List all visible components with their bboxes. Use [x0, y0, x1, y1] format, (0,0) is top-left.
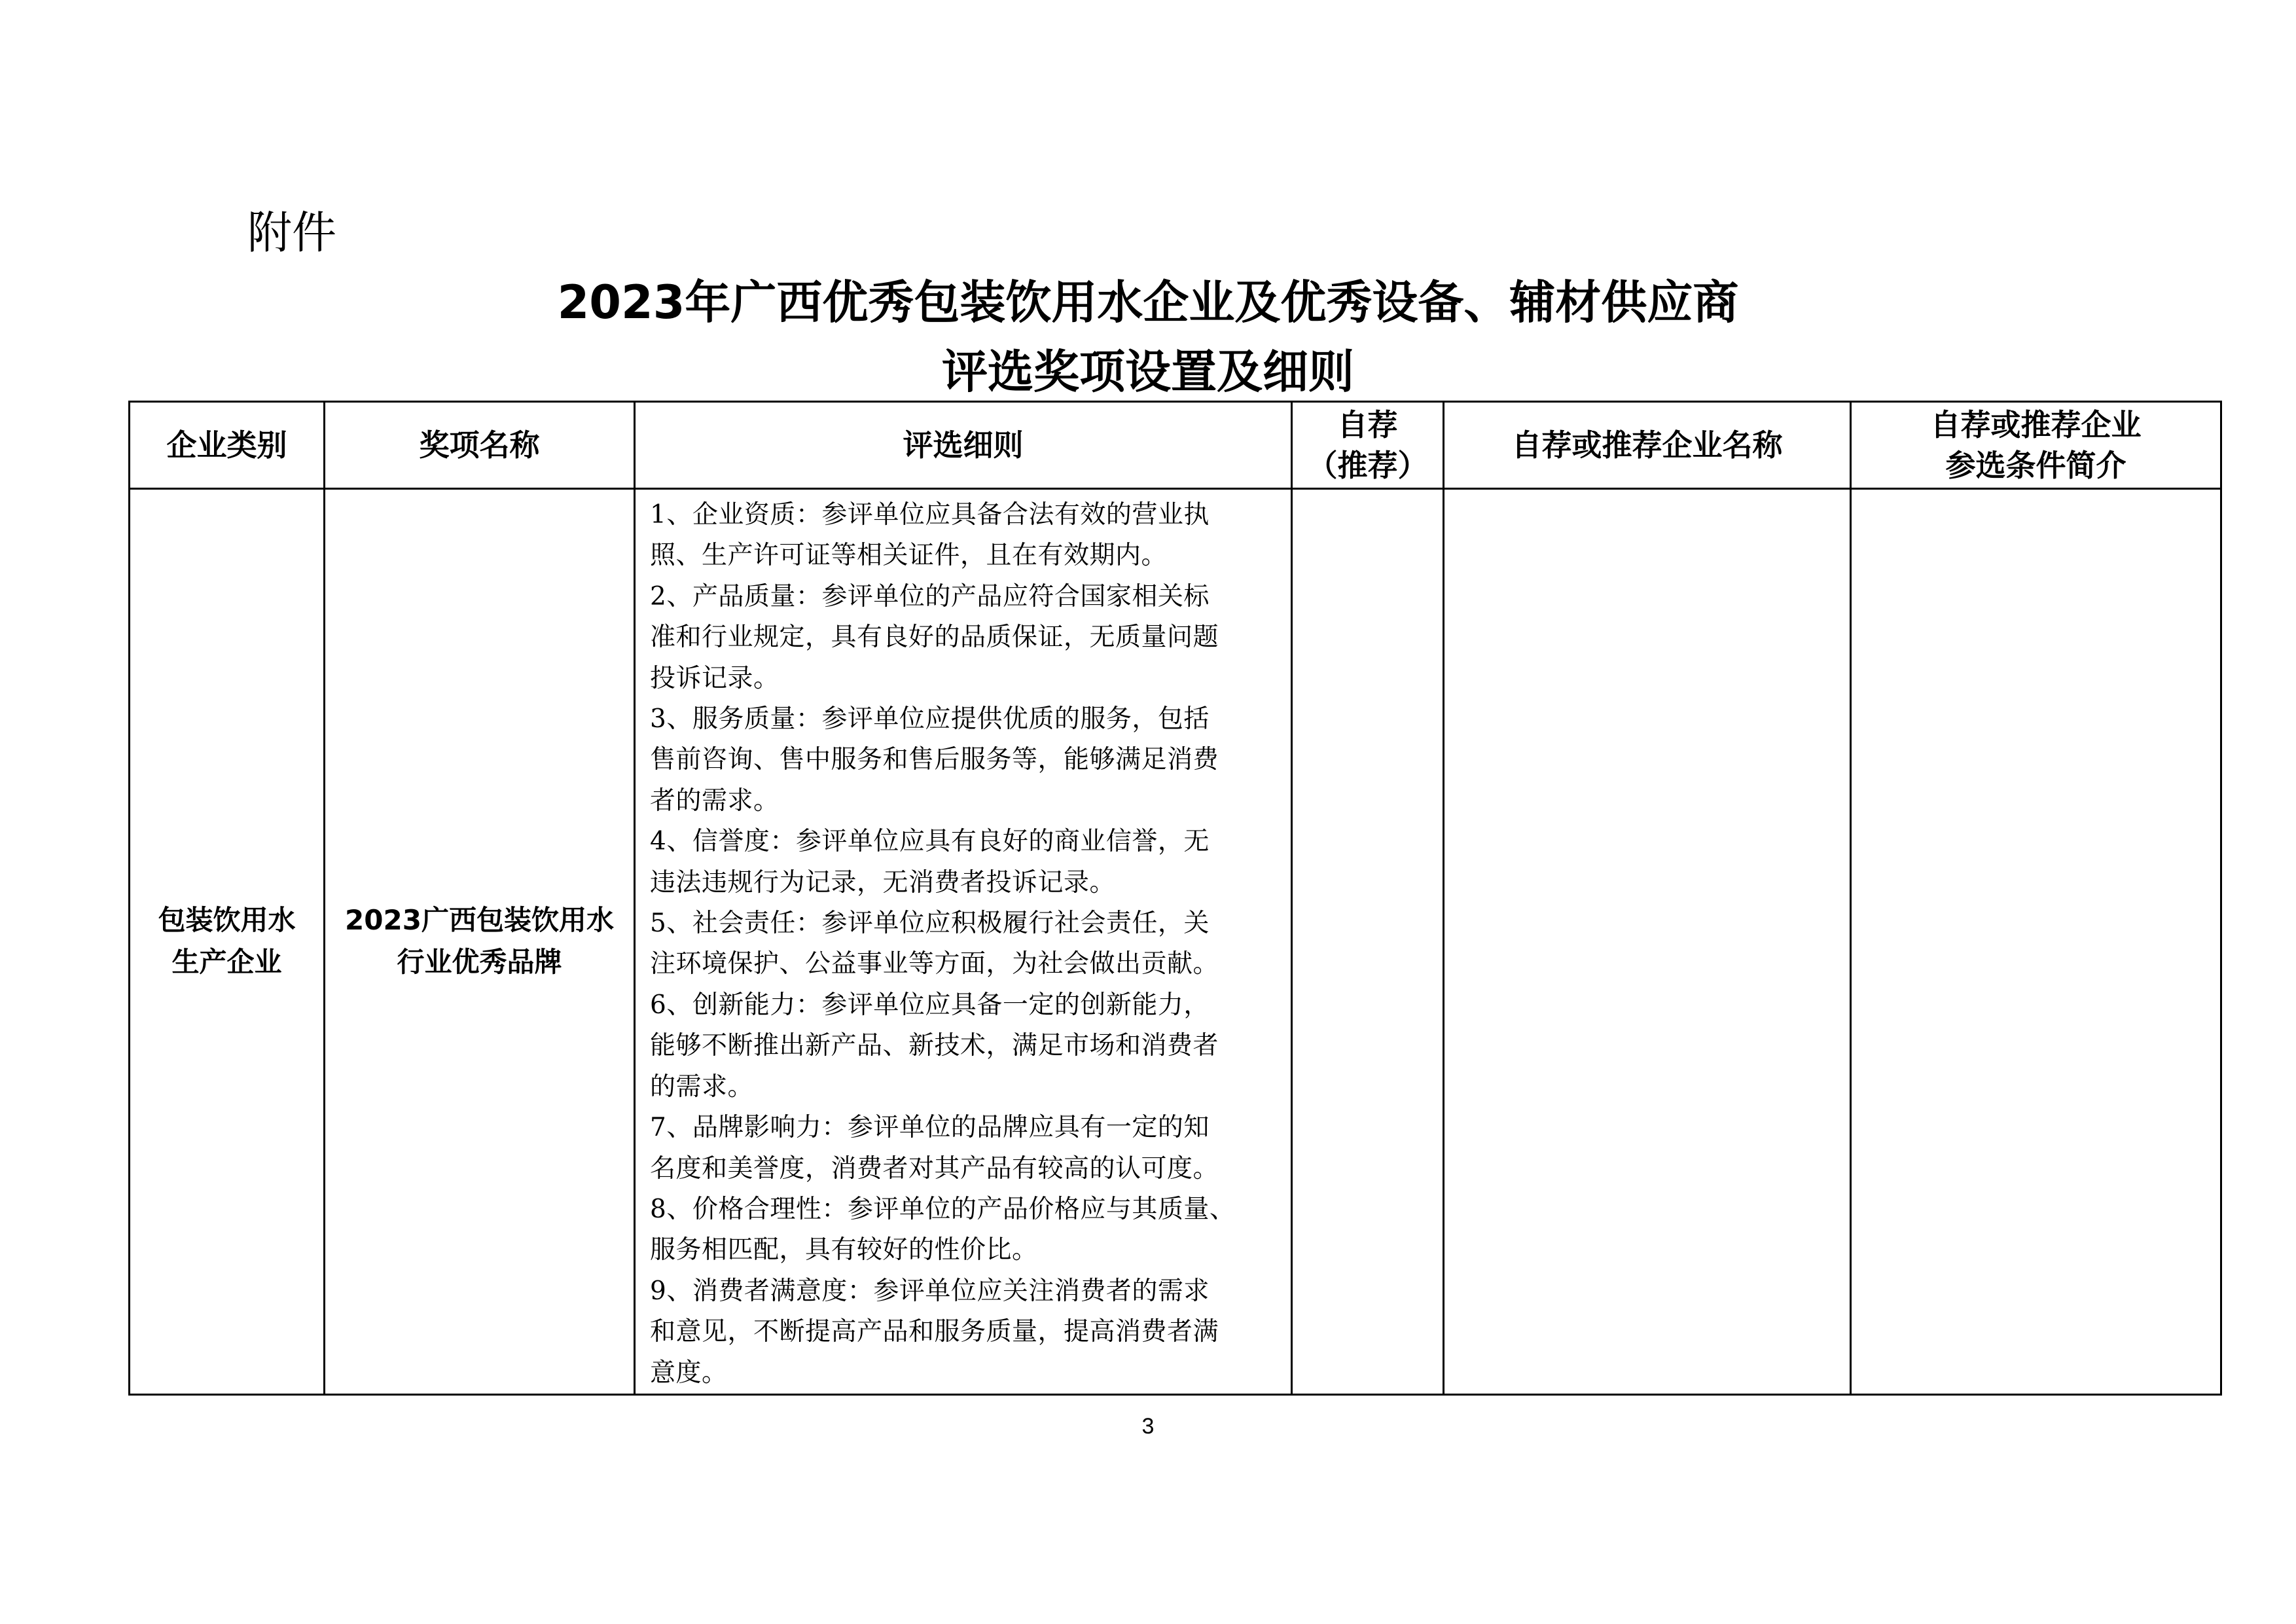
table-row — [130, 489, 2221, 1395]
category-line1: 包装饮用水 — [158, 904, 296, 937]
rules-line: 准和行业规定，具有良好的品质保证，无质量问题 — [650, 623, 1219, 653]
rules-line: 投诉记录。 — [650, 663, 780, 693]
award-line1: 2023广西包装饮用水 — [345, 904, 614, 937]
award-cell — [325, 489, 635, 1395]
header-category-label: 企业类别 — [166, 427, 287, 463]
award-line2: 行业优秀品牌 — [397, 946, 562, 979]
company-name-cell[interactable] — [1444, 489, 1851, 1395]
attachment-label: 附件 — [247, 208, 337, 259]
header-company-name-label: 自荐或推荐企业名称 — [1511, 427, 1783, 463]
rules-line: 违法违规行为记录，无消费者投诉记录。 — [650, 867, 1116, 897]
rules-line: 3、服务质量：参评单位应提供优质的服务，包括 — [650, 704, 1210, 734]
header-company-name — [1444, 402, 1851, 489]
category-cell — [130, 489, 325, 1395]
header-brief — [1851, 402, 2221, 489]
header-category — [130, 402, 325, 489]
rules-line: 6、创新能力：参评单位应具备一定的创新能力， — [650, 990, 1210, 1020]
rules-line: 售前咨询、售中服务和售后服务等，能够满足消费 — [650, 745, 1219, 775]
rules-line: 服务相匹配，具有较好的性价比。 — [650, 1235, 1038, 1265]
header-award — [325, 402, 635, 489]
header-self-recommend — [1292, 402, 1444, 489]
rules-cell — [635, 489, 1292, 1395]
rules-line: 者的需求。 — [650, 785, 780, 816]
rules-line: 2、产品质量：参评单位的产品应符合国家相关标 — [650, 581, 1210, 611]
header-rules — [635, 402, 1292, 489]
rules-line: 的需求。 — [650, 1072, 754, 1102]
rules-line: 和意见，不断提高产品和服务质量，提高消费者满 — [650, 1317, 1219, 1347]
document-title-line1: 2023年广西优秀包装饮用水企业及优秀设备、辅材供应商 — [557, 276, 1739, 329]
header-brief-line1: 自荐或推荐企业 — [1930, 407, 2142, 442]
header-self-recommend-line2: （推荐） — [1307, 448, 1428, 483]
table-header-row — [130, 402, 2221, 489]
page-number: 3 — [1141, 1414, 1155, 1439]
rules-line: 能够不断推出新产品、新技术，满足市场和消费者 — [650, 1031, 1219, 1061]
category-line2: 生产企业 — [171, 946, 282, 979]
header-self-recommend-line1: 自荐 — [1337, 407, 1398, 442]
rules-line: 7、品牌影响力：参评单位的品牌应具有一定的知 — [650, 1113, 1210, 1143]
rules-list — [636, 490, 1291, 1394]
rules-line: 照、生产许可证等相关证件，且在有效期内。 — [650, 541, 1168, 571]
header-rules-label: 评选细则 — [903, 427, 1024, 463]
rules-line: 5、社会责任：参评单位应积极履行社会责任，关 — [650, 909, 1210, 939]
header-brief-line2: 参选条件简介 — [1945, 448, 2126, 483]
rules-line: 1、企业资质：参评单位应具备合法有效的营业执 — [650, 500, 1210, 530]
rules-line: 9、消费者满意度：参评单位应关注消费者的需求 — [650, 1276, 1210, 1306]
rules-line: 注环境保护、公益事业等方面，为社会做出贡献。 — [650, 949, 1219, 979]
rules-line: 意度。 — [650, 1358, 728, 1388]
brief-cell[interactable] — [1851, 489, 2221, 1395]
header-award-label: 奖项名称 — [419, 427, 540, 463]
rules-line: 8、价格合理性：参评单位的产品价格应与其质量、 — [650, 1194, 1236, 1224]
rules-line: 名度和美誉度，消费者对其产品有较高的认可度。 — [650, 1153, 1219, 1183]
rules-line: 4、信誉度：参评单位应具有良好的商业信誉，无 — [650, 827, 1210, 857]
self-recommend-cell[interactable] — [1292, 489, 1444, 1395]
document-title-line2: 评选奖项设置及细则 — [942, 345, 1354, 399]
award-criteria-table — [128, 401, 2222, 1396]
